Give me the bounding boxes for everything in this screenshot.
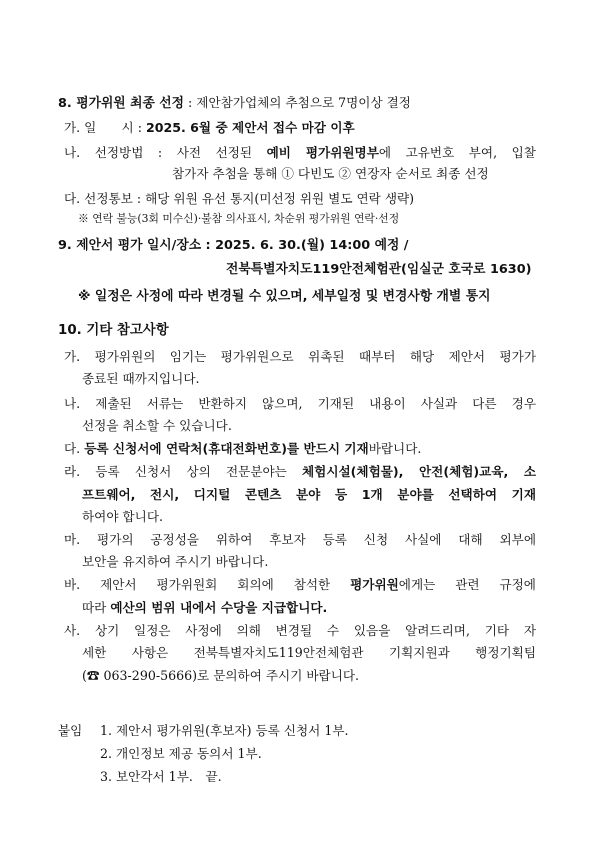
section-8-note: ※ 연락 불능(3회 미수신)·불참 의사표시, 차순위 평가위원 연락·선정 xyxy=(78,212,400,225)
section-10-ba-prefix: 바. 제안서 평가위원회 회의에 참석한 xyxy=(64,577,351,592)
section-8-na-cont: 참가자 추첨을 통해 ① 다빈도 ② 연장자 순서로 최종 선정 xyxy=(172,166,489,181)
section-8-title: 8. 평가위원 최종 선정 xyxy=(58,96,185,111)
section-10-sa-3: (☎ 063-290-5666)로 문의하여 주시기 바랍니다. xyxy=(82,668,360,683)
section-10-da-prefix: 다. xyxy=(64,441,85,456)
attachment-label: 붙임 xyxy=(58,723,83,738)
section-10-ra-prefix: 라. 등록 신청서 상의 전문분야는 xyxy=(64,464,302,479)
section-10-ba-1 xyxy=(64,577,536,593)
section-10-ra-3: 하여야 합니다. xyxy=(82,509,163,524)
section-8-ga-value: 2025. 6월 중 제안서 접수 마감 이후 xyxy=(145,120,355,135)
section-8-heading xyxy=(58,95,411,112)
section-10-sa-1: 사. 상기 일정은 사정에 의해 변경될 수 있음을 알려드리며, 기타 자 xyxy=(64,623,536,638)
section-8-da: 다. 선정통보 : 해당 위원 유선 통지(미선정 위원 별도 연락 생략) xyxy=(64,191,415,206)
section-8-ga xyxy=(64,120,355,136)
section-10-title: 10. 기타 참고사항 xyxy=(58,323,169,338)
section-8-na-label: 나. 선정방법 : 사전 선정된 xyxy=(64,145,267,160)
section-10-ba-bold: 평가위원 xyxy=(350,577,399,592)
section-8-ga-label: 가. 일 시 : xyxy=(64,120,146,135)
section-8-na-bold: 예비 평가위원명부 xyxy=(266,145,379,160)
section-10-ra-bold-1: 체험시설(체험물), 안전(체험)교육, 소 xyxy=(302,464,537,479)
section-10-na-2: 선정을 취소할 수 있습니다. xyxy=(82,418,232,433)
section-8-desc: : 제안참가업체의 추첨으로 7명이상 결정 xyxy=(184,95,411,110)
section-10-ba-suffix: 에게는 관련 규정에 xyxy=(398,577,536,592)
section-9-line1: 9. 제안서 평가 일시/장소 : 2025. 6. 30.(월) 14:00 예정 / xyxy=(58,238,409,253)
section-10-da-bold: 등록 신청서에 연락처(휴대전화번호)를 반드시 기재 xyxy=(84,441,369,456)
attachment-item-2: 2. 개인정보 제공 동의서 1부. xyxy=(100,746,262,761)
attachment-item-1: 1. 제안서 평가위원(후보자) 등록 신청서 1부. xyxy=(100,723,349,738)
section-10-ra-1 xyxy=(64,464,536,480)
section-10-na-1: 나. 제출된 서류는 반환하지 않으며, 기재된 내용이 사실과 다른 경우 xyxy=(64,396,536,411)
section-9-note: ※ 일정은 사정에 따라 변경될 수 있으며, 세부일정 및 변경사항 개별 통지 xyxy=(78,289,491,304)
section-10-sa-2: 세한 사항은 전북특별자치도119안전체험관 기획지원과 행정기획팀 xyxy=(82,645,536,660)
section-10-da xyxy=(64,441,421,457)
section-10-ma-1: 마. 평가의 공정성을 위하여 후보자 등록 신청 사실에 대해 외부에 xyxy=(64,532,536,547)
section-10-ra-2: 프트웨어, 전시, 디지털 콘텐츠 분야 등 1개 분야를 선택하여 기재 xyxy=(82,487,536,502)
section-10-ba-2 xyxy=(82,600,327,616)
section-9-line2: 전북특별자치도119안전체험관(임실군 호국로 1630) xyxy=(226,262,532,277)
section-8-na xyxy=(64,145,536,161)
section-10-ba2-bold: 예산의 범위 내에서 수당을 지급합니다. xyxy=(110,600,328,615)
section-10-ba2-prefix: 따라 xyxy=(82,600,111,615)
section-10-ma-2: 보안을 유지하여 주시기 바랍니다. xyxy=(82,554,269,569)
section-8-na-rest: 에 고유번호 부여, 입찰 xyxy=(378,145,536,160)
section-10-da-suffix: 바랍니다. xyxy=(368,441,422,456)
attachment-item-3: 3. 보안각서 1부. 끝. xyxy=(100,769,222,784)
section-10-ga-1: 가. 평가위원의 임기는 평가위원으로 위촉된 때부터 해당 제안서 평가가 xyxy=(64,349,536,364)
section-10-ga-2: 종료된 때까지입니다. xyxy=(82,371,200,386)
